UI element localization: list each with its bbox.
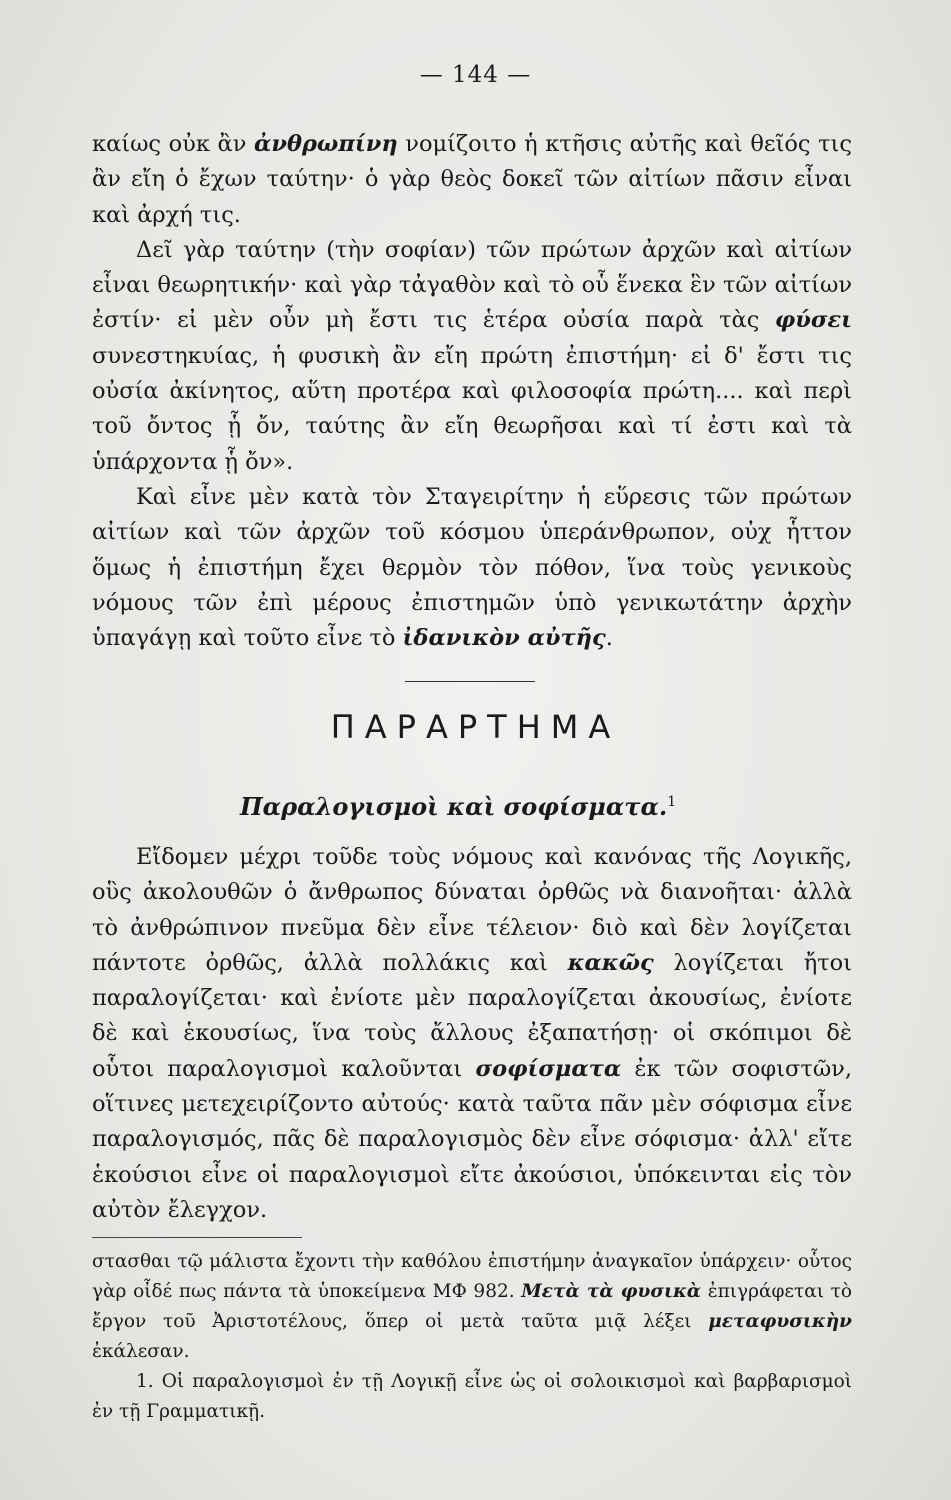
footnote-cont-text-c: ἐπιγράφεται τὸ ἔργον τοῦ Ἀριστοτέλους, ὅπερ οἱ μετὰ ταῦτα μιᾷ λέξει <box>92 1281 852 1332</box>
emphasis-meta-ta-physika: Μετὰ τὰ φυσικὰ <box>521 1281 702 1302</box>
footnote-divider <box>92 1237 302 1238</box>
paragraph-4-text-a: Εἴδομεν μέχρι τοῦδε τοὺς νόμους καὶ κανόνας τῆς Λογικῆς, οὓς ἀκολουθῶν ὁ ἄνθρωπος δύναται ὀρθῶς νὰ διανοῆται· ἀλλὰ τὸ ἀνθρώπινον πνεῦμα δὲν εἶνε τέλειον· διὸ καὶ δὲν λογίζεται πάντοτε ὀρθῶς, ἀλλὰ πολλάκις καὶ <box>92 844 852 976</box>
page-number: — 144 — <box>419 62 532 88</box>
paragraph-2-text-c: συνεστηκυίας, ἡ φυσικὴ ἂν εἴη πρώτη ἐπιστήμη· εἰ δ' ἔστι τις οὐσία ἀκίνητος, αὕτη προτέρα καὶ φιλοσοφία πρώτη.... καὶ περὶ τοῦ ὄντος ᾗ ὄν, ταύτης ἂν εἴη θεωρῆσαι καὶ τί ἐστι καὶ τὰ ὑπάρχοντα ᾗ ὄν». <box>92 342 852 475</box>
paragraph-1-text-c: νομίζοιτο ἡ κτῆσις αὐτῆς καὶ θεῖός τις ἂν εἴη ὁ ἔχων ταύτην· ὁ γὰρ θεὸς δοκεῖ τῶν αἰτίων πᾶσιν εἶναι καὶ ἀρχή τις. <box>92 131 852 228</box>
emphasis-physei: φύσει <box>774 307 852 334</box>
emphasis-metaphysiken: μεταφυσικὴν <box>708 1311 852 1332</box>
footnote-cont-text-a: στασθαι τῷ μάλιστα ἔχοντι τὴν καθόλου ἐπιστήμην ἀναγκαῖον ὑπάρχειν· οὗτος γὰρ οἶδέ πως πάντα τὰ ὑποκείμενα ΜΦ 982. <box>92 1251 852 1302</box>
main-text-block <box>92 127 852 656</box>
emphasis-kakos: κακῶς <box>567 949 654 976</box>
appendix-text-block <box>92 840 852 1228</box>
footnote-1: 1. Οἱ παραλογισμοὶ ἐν τῇ Λογικῇ εἶνε ὡς οἱ σολοικισμοὶ καὶ βαρβαρισμοὶ ἐν τῇ Γραμματικῇ. <box>92 1371 852 1422</box>
paragraph-3 <box>92 480 852 656</box>
footnote-continuation <box>92 1247 852 1367</box>
footnote-cont-text-e: ἐκάλεσαν. <box>92 1341 190 1362</box>
section-heading <box>240 792 676 821</box>
paragraph-3-text-c: . <box>605 625 613 652</box>
section-heading-text: Παραλογισμοὶ καὶ σοφίσματα. <box>240 792 668 821</box>
paragraph-2-text-a: Δεῖ γὰρ ταύτην (τὴν σοφίαν) τῶν πρώτων ἀρχῶν καὶ αἰτίων εἶναι θεωρητικήν· καὶ γὰρ τἀγαθὸν καὶ τὸ οὗ ἕνεκα ἓν τῶν αἰτίων ἐστίν· εἰ μὲν οὖν μὴ ἔστι τις ἑτέρα οὐσία παρὰ τὰς <box>92 236 852 334</box>
footnote-marker: 1 <box>667 794 677 810</box>
emphasis-sophismata: σοφίσματα <box>475 1055 622 1082</box>
paragraph-1 <box>92 127 852 233</box>
paragraph-3-text-a: Καὶ εἶνε μὲν κατὰ τὸν Σταγειρίτην ἡ εὕρεσις τῶν πρώτων αἰτίων καὶ τῶν ἀρχῶν τοῦ κόσμου ὑπεράνθρωπον, οὐχ ἧττον ὅμως ἡ ἐπιστήμη ἔχει θερμὸν τὸν πόθον, ἵνα τοὺς γενικοὺς νόμους τῶν ἐπὶ μέρους ἐπιστημῶν ὑπὸ γενικωτάτην ἀρχὴν ὑπαγάγῃ καὶ τοῦτο εἶνε τὸ <box>92 483 852 652</box>
section-divider <box>405 681 535 682</box>
emphasis-anthropine: ἀνθρωπίνη <box>254 131 398 157</box>
paragraph-2 <box>92 233 852 480</box>
paragraph-4 <box>92 840 852 1228</box>
appendix-title: ΠΑΡΑΡΤΗΜΑ <box>330 708 621 746</box>
emphasis-idanikon: ἰδανικὸν αὐτῆς <box>402 625 606 652</box>
paragraph-4-text-c: λογίζεται ἤτοι παραλογίζεται· καὶ ἐνίοτε μὲν παραλογίζεται ἀκουσίως, ἐνίοτε δὲ καὶ ἑκουσίως, ἵνα τοὺς ἄλλους ἐξαπατήσῃ· οἱ σκόπιμοι δὲ οὗτοι παραλογισμοὶ καλοῦνται <box>92 949 852 1082</box>
paragraph-4-text-e: ἐκ τῶν σοφιστῶν, οἵτινες μετεχειρίζοντο αὐτούς· κατὰ ταῦτα πᾶν μὲν σόφισμα εἶνε παραλογισμός, πᾶς δὲ παραλογισμὸς δὲν εἶνε σόφισμα· ἀλλ' εἴτε ἑκούσιοι εἶνε οἱ παραλογισμοὶ εἴτε ἀκούσιοι, ὑπόκεινται εἰς τὸν αὐτὸν ἔλεγχον. <box>92 1055 852 1223</box>
footnotes <box>92 1247 852 1427</box>
paragraph-1-text-a: καίως οὐκ ἂν <box>92 131 255 157</box>
